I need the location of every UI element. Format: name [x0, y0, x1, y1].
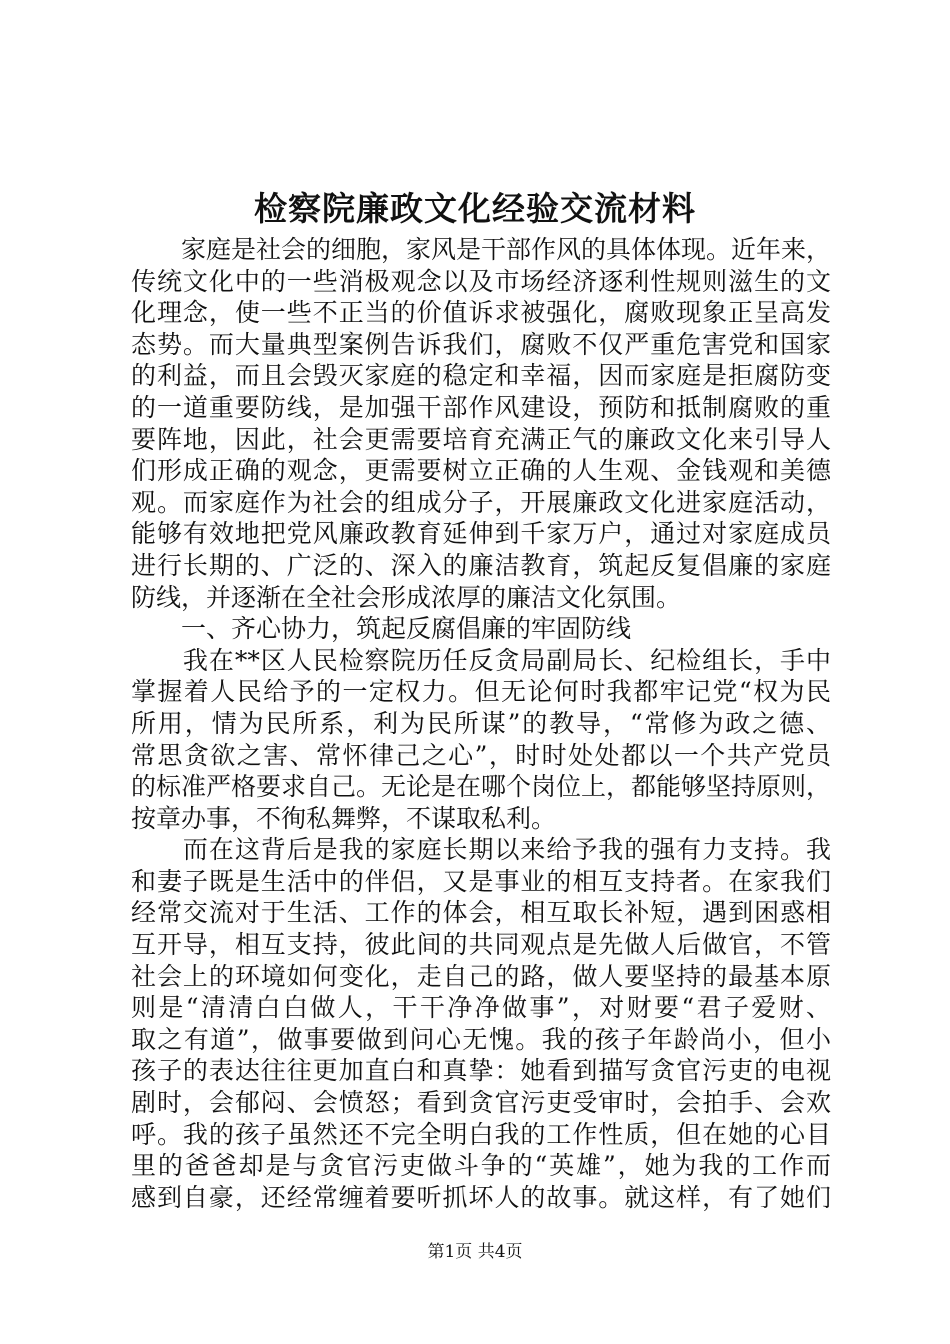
- text-line: 呼。我的孩子虽然还不完全明白我的工作性质，但在她的心目: [131, 1119, 831, 1149]
- text-line: 经常交流对于生活、工作的体会，相互取长补短，遇到困惑相: [131, 898, 831, 928]
- text-line: 社会上的环境如何变化，走自己的路，做人要坚持的最基本原: [131, 961, 831, 991]
- page-number: 第1页 共4页: [427, 1242, 523, 1262]
- text-line: 一、齐心协力，筑起反腐倡廉的牢固防线: [131, 614, 632, 644]
- text-line: 防线，并逐渐在全社会形成浓厚的廉洁文化氛围。: [131, 582, 682, 612]
- text-line: 进行长期的、广泛的、深入的廉洁教育，筑起反复倡廉的家庭: [131, 550, 831, 580]
- text-line: 化理念，使一些不正当的价值诉求被强化，腐败现象正呈高发: [131, 298, 831, 328]
- text-line: 的利益，而且会毁灭家庭的稳定和幸福，因而家庭是拒腐防变: [131, 361, 831, 391]
- text-line: 态势。而大量典型案例告诉我们，腐败不仅严重危害党和国家: [131, 329, 831, 359]
- text-line: 感到自豪，还经常缠着要听抓坏人的故事。就这样，有了她们: [131, 1182, 831, 1212]
- text-line: 的标准严格要求自己。无论是在哪个岗位上，都能够坚持原则，: [131, 772, 832, 802]
- text-line: 按章办事，不徇私舞弊，不谋取私利。: [131, 803, 557, 833]
- text-line: 们形成正确的观念，更需要树立正确的人生观、金钱观和美德: [131, 456, 831, 486]
- text-line: 而在这背后是我的家庭长期以来给予我的强有力支持。我: [131, 835, 831, 865]
- text-line: 观。而家庭作为社会的组成分子，开展廉政文化进家庭活动，: [131, 487, 831, 517]
- text-line: 能够有效地把党风廉政教育延伸到千家万户，通过对家庭成员: [131, 519, 831, 549]
- text-line: 传统文化中的一些消极观念以及市场经济逐利性规则滋生的文: [131, 266, 831, 296]
- text-line: 的一道重要防线，是加强干部作风建设，预防和抵制腐败的重: [131, 392, 831, 422]
- text-line: 取之有道”，做事要做到问心无愧。我的孩子年龄尚小，但小: [131, 1024, 831, 1054]
- text-line: 剧时，会郁闷、会愤怒；看到贪官污吏受审时，会拍手、会欢: [131, 1088, 831, 1118]
- text-line: 孩子的表达往往更加直白和真挚：她看到描写贪官污吏的电视: [131, 1056, 831, 1086]
- text-line: 掌握着人民给予的一定权力。但无论何时我都牢记党“权为民: [131, 677, 831, 707]
- document-title: 检察院廉政文化经验交流材料: [254, 189, 696, 228]
- text-line: 里的爸爸却是与贪官污吏做斗争的“英雄”，她为我的工作而: [131, 1151, 831, 1181]
- text-line: 和妻子既是生活中的伴侣，又是事业的相互支持者。在家我们: [131, 866, 831, 896]
- text-line: 我在**区人民检察院历任反贪局副局长、纪检组长，手中: [131, 645, 831, 675]
- text-line: 互开导，相互支持，彼此间的共同观点是先做人后做官，不管: [131, 930, 831, 960]
- text-line: 家庭是社会的细胞，家风是干部作风的具体体现。近年来，: [131, 235, 832, 264]
- text-line: 常思贪欲之害、常怀律己之心”，时时处处都以一个共产党员: [131, 740, 831, 770]
- document-body: [131, 234, 831, 1213]
- text-line: 则是“清清白白做人，干干净净做事”，对财要“君子爱财、: [131, 993, 831, 1023]
- text-line: 要阵地，因此，社会更需要培育充满正气的廉政文化来引导人: [131, 424, 831, 454]
- text-line: 所用，情为民所系，利为民所谋”的教导，“常修为政之德、: [131, 708, 831, 738]
